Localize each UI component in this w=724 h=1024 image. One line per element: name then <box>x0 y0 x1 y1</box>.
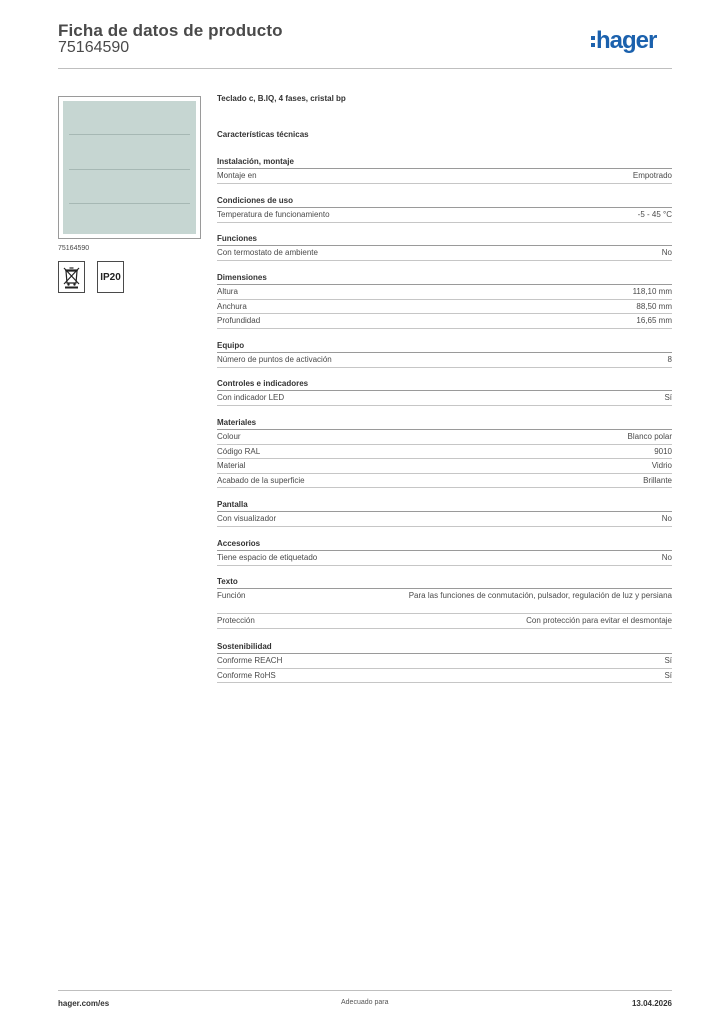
spec-value: No <box>661 248 672 257</box>
glass-keypad-icon <box>63 101 196 234</box>
section-title: Pantalla <box>217 498 672 512</box>
section-usage-conditions <box>217 194 672 223</box>
section-text <box>217 575 672 629</box>
key-separator <box>69 203 190 204</box>
key-separator <box>69 169 190 170</box>
spec-label: Función <box>217 591 246 600</box>
spec-value: Sí <box>664 393 672 402</box>
key-separator <box>69 134 190 135</box>
section-title: Controles e indicadores <box>217 377 672 391</box>
spec-row <box>217 300 672 315</box>
section-functions <box>217 232 672 261</box>
spec-row <box>217 654 672 669</box>
footer-date: 13.04.2026 <box>631 999 672 1008</box>
product-image <box>58 96 201 239</box>
section-dimensions <box>217 271 672 329</box>
spec-value: 16,65 mm <box>636 316 672 325</box>
spec-label: Acabado de la superficie <box>217 475 305 485</box>
footer-website-link[interactable]: hager.com/es <box>58 999 110 1008</box>
spec-row <box>217 589 672 614</box>
spec-value: Empotrado <box>632 171 672 180</box>
spec-label: Montaje en <box>217 171 257 180</box>
section-title: Dimensiones <box>217 271 672 285</box>
spec-label: Con indicador LED <box>217 393 285 402</box>
spec-label: Protección <box>217 616 255 625</box>
section-title: Texto <box>217 575 672 589</box>
spec-label: Material <box>217 461 246 470</box>
spec-value: Brillante <box>643 475 672 485</box>
image-caption: 75164590 <box>58 245 90 252</box>
footer-divider <box>58 990 672 991</box>
logo-dots-icon <box>591 36 595 47</box>
section-controls <box>217 377 672 406</box>
section-display <box>217 498 672 527</box>
header-divider <box>58 68 672 69</box>
spec-value: Sí <box>664 670 672 680</box>
tech-characteristics-title: Características técnicas <box>217 130 309 139</box>
spec-value: Con protección para evitar el desmontaje <box>526 616 672 625</box>
spec-label: Con termostato de ambiente <box>217 248 318 257</box>
spec-value: Para las funciones de conmutación, pulsador, regulación de luz y persiana <box>408 591 672 600</box>
spec-value: No <box>661 514 672 523</box>
ip20-badge: IP20 <box>97 261 124 293</box>
spec-label: Altura <box>217 287 238 296</box>
spec-row <box>217 208 672 223</box>
spec-label: Conforme RoHS <box>217 670 276 680</box>
spec-value: Vidrio <box>651 461 672 470</box>
section-title: Equipo <box>217 339 672 353</box>
spec-row <box>217 314 672 329</box>
weee-disposal-icon <box>58 261 85 293</box>
section-materials <box>217 416 672 488</box>
spec-label: Con visualizador <box>217 514 277 523</box>
spec-row <box>217 169 672 184</box>
spec-value: -5 - 45 °C <box>637 210 672 219</box>
spec-row <box>217 669 672 684</box>
spec-label: Anchura <box>217 301 247 311</box>
spec-row <box>217 246 672 261</box>
spec-value: 118,10 mm <box>632 287 672 296</box>
spec-row <box>217 430 672 445</box>
spec-label: Código RAL <box>217 446 261 456</box>
section-title: Accesorios <box>217 537 672 551</box>
spec-value: 8 <box>667 355 672 364</box>
spec-label: Conforme REACH <box>217 656 283 665</box>
section-title: Condiciones de uso <box>217 194 672 208</box>
spec-value: Blanco polar <box>627 432 672 441</box>
hager-logo <box>591 29 656 53</box>
spec-value: 88,50 mm <box>636 301 672 311</box>
spec-row <box>217 391 672 406</box>
spec-row <box>217 512 672 527</box>
spec-label: Colour <box>217 432 241 441</box>
product-name: Teclado c, B.IQ, 4 fases, cristal bp <box>217 94 346 103</box>
spec-label: Profundidad <box>217 316 261 325</box>
spec-row <box>217 551 672 566</box>
spec-row <box>217 353 672 368</box>
section-equipment <box>217 339 672 368</box>
section-title: Sostenibilidad <box>217 640 672 654</box>
spec-row <box>217 614 672 629</box>
section-title: Instalación, montaje <box>217 155 672 169</box>
spec-label: Temperatura de funcionamiento <box>217 210 330 219</box>
product-number: 75164590 <box>58 39 130 56</box>
section-title: Materiales <box>217 416 672 430</box>
spec-value: No <box>661 553 672 562</box>
logo-wordmark: hager <box>596 27 657 54</box>
spec-row <box>217 474 672 489</box>
spec-value: 9010 <box>654 446 672 456</box>
section-sustainability <box>217 640 672 683</box>
spec-label: Tiene espacio de etiquetado <box>217 553 318 562</box>
section-title: Funciones <box>217 232 672 246</box>
section-accessories <box>217 537 672 566</box>
spec-row <box>217 445 672 460</box>
spec-row <box>217 459 672 474</box>
spec-row <box>217 285 672 300</box>
section-installation <box>217 155 672 184</box>
page-title: Ficha de datos de producto <box>58 21 283 40</box>
spec-label: Número de puntos de activación <box>217 355 332 364</box>
spec-value: Sí <box>664 656 672 665</box>
footer-suitable-for: Adecuado para <box>341 999 389 1006</box>
